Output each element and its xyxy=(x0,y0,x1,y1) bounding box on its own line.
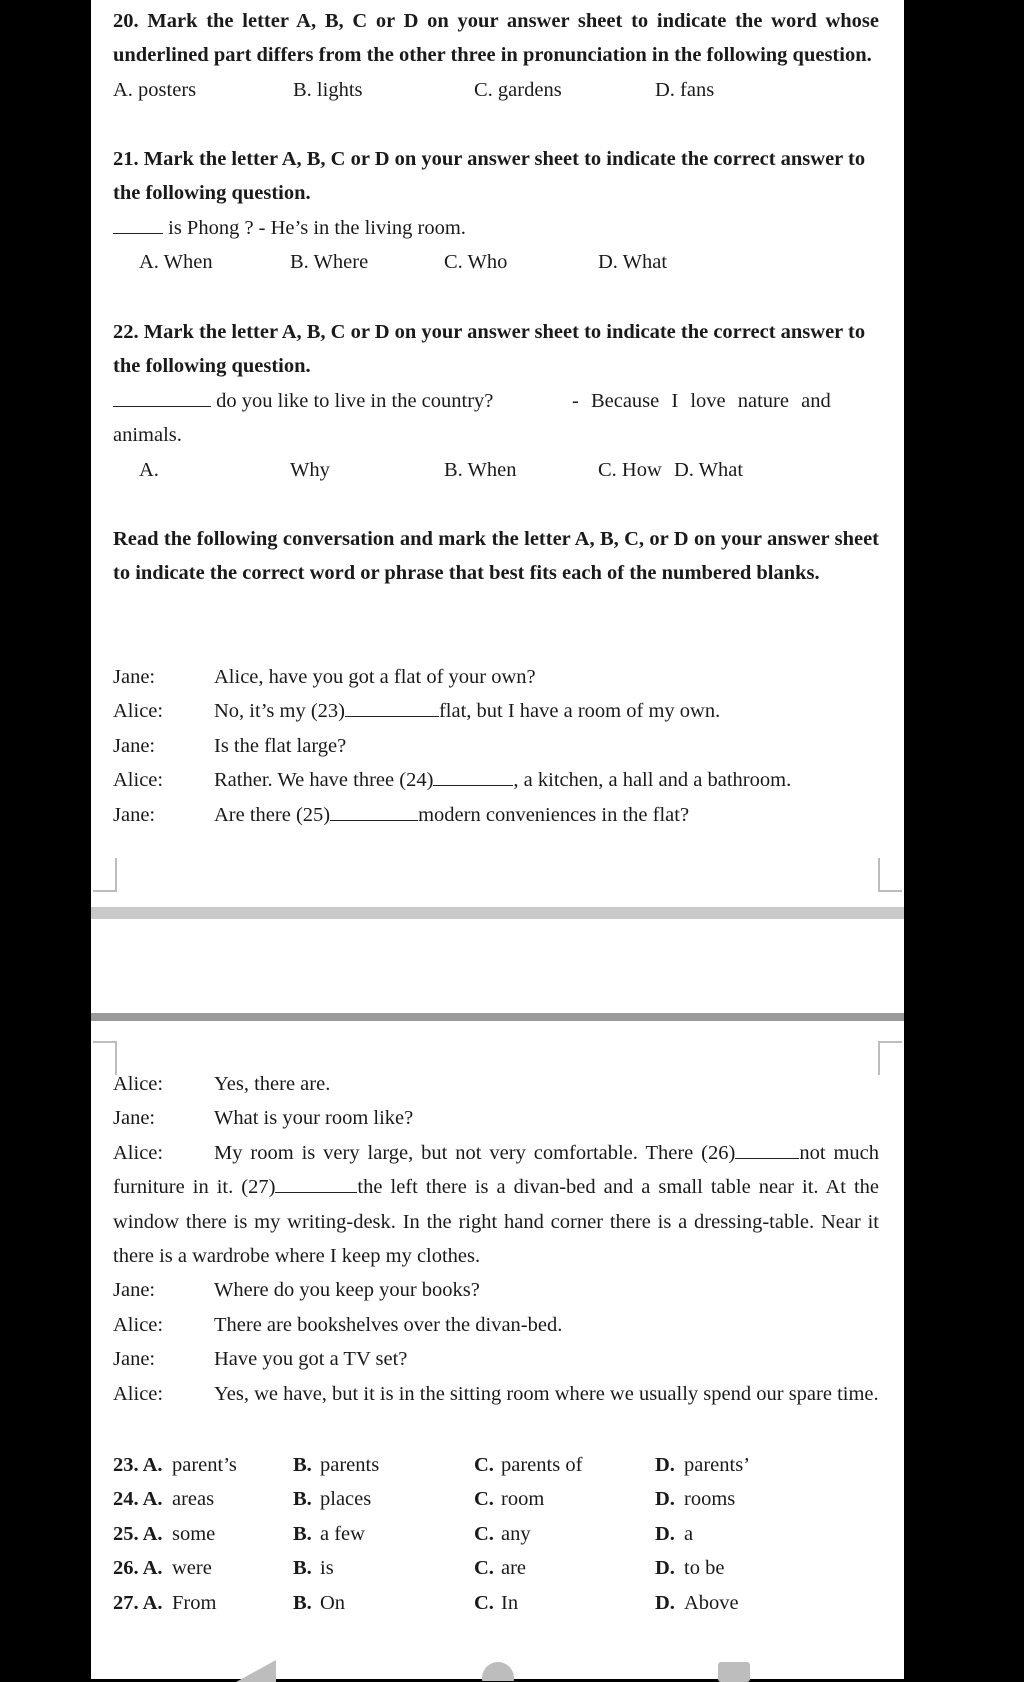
sentence-text: - Because I love nature and xyxy=(572,389,831,412)
answer-options xyxy=(113,1448,879,1620)
option: C. How xyxy=(598,458,662,481)
question-21-sentence xyxy=(113,211,879,245)
dialogue-part-2 xyxy=(113,1067,879,1411)
dialogue-line xyxy=(113,1136,879,1274)
answer-blank-23 xyxy=(345,698,439,717)
home-icon[interactable] xyxy=(481,1661,515,1681)
speaker: Jane: xyxy=(113,1279,156,1302)
option: parents of xyxy=(501,1454,583,1476)
option: places xyxy=(320,1488,372,1511)
dialogue-text: Yes, we have, but it is in the sitting room where we usually spend our spare time. xyxy=(214,1382,879,1405)
option: any xyxy=(501,1522,531,1545)
option: In xyxy=(501,1591,519,1614)
dialogue-part-1 xyxy=(113,660,879,832)
dialogue-text: No, it’s my (23) xyxy=(214,700,345,723)
option: C. Who xyxy=(444,251,508,274)
page-corner-mark xyxy=(878,1041,902,1075)
speaker: Alice: xyxy=(113,700,164,723)
question-number: 24. A. xyxy=(113,1488,163,1511)
option-label: D. xyxy=(655,1522,675,1545)
dialogue-line xyxy=(113,1377,879,1411)
option: Why xyxy=(290,458,330,481)
option: On xyxy=(320,1591,346,1614)
option: a few xyxy=(320,1522,365,1545)
question-20-options xyxy=(113,73,879,107)
dialogue-text: There are bookshelves over the divan-bed. xyxy=(214,1313,563,1336)
sentence-text: animals. xyxy=(113,424,182,447)
option: Above xyxy=(684,1591,739,1614)
option: C. gardens xyxy=(474,78,562,101)
option: B. When xyxy=(444,458,517,481)
dialogue-text: Have you got a TV set? xyxy=(214,1348,408,1371)
dialogue-text: Alice, have you got a flat of your own? xyxy=(214,666,536,688)
speaker: Jane: xyxy=(113,803,156,826)
option: A. When xyxy=(139,251,213,274)
answer-blank xyxy=(113,388,211,407)
question-20 xyxy=(113,4,879,107)
dialogue-text: not much furniture in it. (27) xyxy=(113,1141,879,1199)
option: a xyxy=(684,1522,694,1545)
option-label: D. xyxy=(655,1591,675,1614)
recent-apps-icon[interactable] xyxy=(716,1662,752,1682)
option: parent’s xyxy=(172,1454,237,1476)
question-number: 25. A. xyxy=(113,1522,163,1545)
dialogue-text: Yes, there are. xyxy=(214,1073,331,1095)
option: areas xyxy=(172,1488,215,1511)
answer-row-23 xyxy=(113,1448,879,1482)
question-22-sentence xyxy=(113,384,879,418)
option-label: B. xyxy=(293,1454,312,1476)
option: are xyxy=(501,1557,527,1580)
dialogue-text: , a kitchen, a hall and a bathroom. xyxy=(513,769,792,792)
option: B. lights xyxy=(293,78,363,101)
answer-blank-25 xyxy=(330,802,418,821)
dialogue-line xyxy=(113,694,879,728)
question-22-stem: 22. Mark the letter A, B, C or D on your answer sheet to indicate the correct answer to the following question. xyxy=(113,321,866,378)
option: to be xyxy=(684,1557,725,1580)
option-label: B. xyxy=(293,1557,312,1580)
option: room xyxy=(501,1488,545,1511)
dialogue-line xyxy=(113,1101,879,1135)
sentence-text xyxy=(113,418,879,452)
option-label: C. xyxy=(474,1522,494,1545)
option-label: D. xyxy=(655,1557,675,1580)
option-label: C. xyxy=(474,1454,494,1476)
option: parents’ xyxy=(684,1454,751,1476)
dialogue-line xyxy=(113,1308,879,1342)
speaker: Alice: xyxy=(113,1382,164,1405)
dialogue-line xyxy=(113,1273,879,1307)
sentence-text: is Phong ? - He’s in the living room. xyxy=(168,216,466,239)
answer-blank xyxy=(113,215,163,234)
option: D. What xyxy=(598,251,668,274)
answer-blank-26 xyxy=(735,1140,799,1159)
option-label: C. xyxy=(474,1488,494,1511)
option: were xyxy=(172,1557,212,1580)
option-label: D. xyxy=(655,1454,675,1476)
page-corner-mark xyxy=(93,858,117,892)
answer-blank-27 xyxy=(275,1174,357,1193)
dialogue-text: Rather. We have three (24) xyxy=(214,769,434,792)
dialogue-line xyxy=(113,729,879,763)
question-20-stem: 20. Mark the letter A, B, C or D on your answer sheet to indicate the word whose underlined part differs from the other three in pronunciation in the following question. xyxy=(113,10,879,67)
dialogue-text: flat, but I have a room of my own. xyxy=(438,700,721,723)
dialogue-text: Is the flat large? xyxy=(214,734,347,757)
dialogue-text: What is your room like? xyxy=(214,1107,414,1130)
option-label: B. xyxy=(293,1488,312,1511)
option: A. posters xyxy=(113,78,197,101)
speaker: Alice: xyxy=(113,1073,164,1095)
speaker: Alice: xyxy=(113,1141,164,1164)
page-corner-mark xyxy=(878,858,902,892)
question-number: 26. A. xyxy=(113,1557,163,1580)
option: D. What xyxy=(674,458,744,481)
dialogue-line xyxy=(113,798,879,832)
dialogue-text: Are there (25) xyxy=(214,803,331,826)
question-21 xyxy=(113,142,879,280)
dialogue-text: modern conveniences in the flat? xyxy=(418,803,690,826)
question-21-options xyxy=(113,245,879,279)
option: parents xyxy=(320,1454,380,1476)
option: some xyxy=(172,1522,216,1545)
question-number: 23. A. xyxy=(113,1454,163,1476)
dialogue-line xyxy=(113,1067,879,1101)
answer-blank-24 xyxy=(433,767,513,786)
option: D. fans xyxy=(655,78,715,101)
option-label: B. xyxy=(293,1522,312,1545)
answer-row-25 xyxy=(113,1517,879,1551)
speaker: Alice: xyxy=(113,769,164,792)
sentence-text: do you like to live in the country? xyxy=(216,389,494,412)
option: is xyxy=(320,1557,334,1580)
option: rooms xyxy=(684,1488,736,1511)
option-label: C. xyxy=(474,1557,494,1580)
reading-instruction: Read the following conversation and mark the letter A, B, C, or D on your answer sheet to indicate the correct word or phrase that best fits each of the numbered blanks. xyxy=(113,528,879,585)
question-21-stem: 21. Mark the letter A, B, C or D on your answer sheet to indicate the correct answer to the following question. xyxy=(113,148,866,205)
answer-row-26 xyxy=(113,1551,879,1585)
answer-row-24 xyxy=(113,1482,879,1516)
dialogue-text: My room is very large, but not very comfortable. There (26) xyxy=(214,1141,736,1164)
speaker: Alice: xyxy=(113,1313,164,1336)
question-22 xyxy=(113,315,879,487)
option-label: C. xyxy=(474,1591,494,1614)
speaker: Jane: xyxy=(113,734,156,757)
dialogue-line xyxy=(113,660,879,694)
dialogue-line xyxy=(113,763,879,797)
option-label: D. xyxy=(655,1488,675,1511)
answer-row-27 xyxy=(113,1586,879,1620)
option: From xyxy=(172,1591,217,1614)
dialogue-text: the left there is a divan-bed and a small table near it. At the window there is my writing-desk. In the right hand corner there is a dressing-table. Near it there is a wardrobe where I keep my clothes. xyxy=(113,1176,879,1268)
dialogue-line xyxy=(113,1342,879,1376)
option-label: B. xyxy=(293,1591,312,1614)
speaker: Jane: xyxy=(113,1107,156,1130)
dialogue-text: Where do you keep your books? xyxy=(214,1279,480,1302)
speaker: Jane: xyxy=(113,666,156,688)
dialogue-paragraph xyxy=(113,1136,879,1274)
option: A. xyxy=(139,458,159,481)
navigation-bar xyxy=(0,1644,1024,1679)
question-22-options xyxy=(113,453,879,487)
speaker: Jane: xyxy=(113,1348,156,1371)
option: B. Where xyxy=(290,251,369,274)
page-gap xyxy=(91,907,904,1021)
question-number: 27. A. xyxy=(113,1591,163,1614)
